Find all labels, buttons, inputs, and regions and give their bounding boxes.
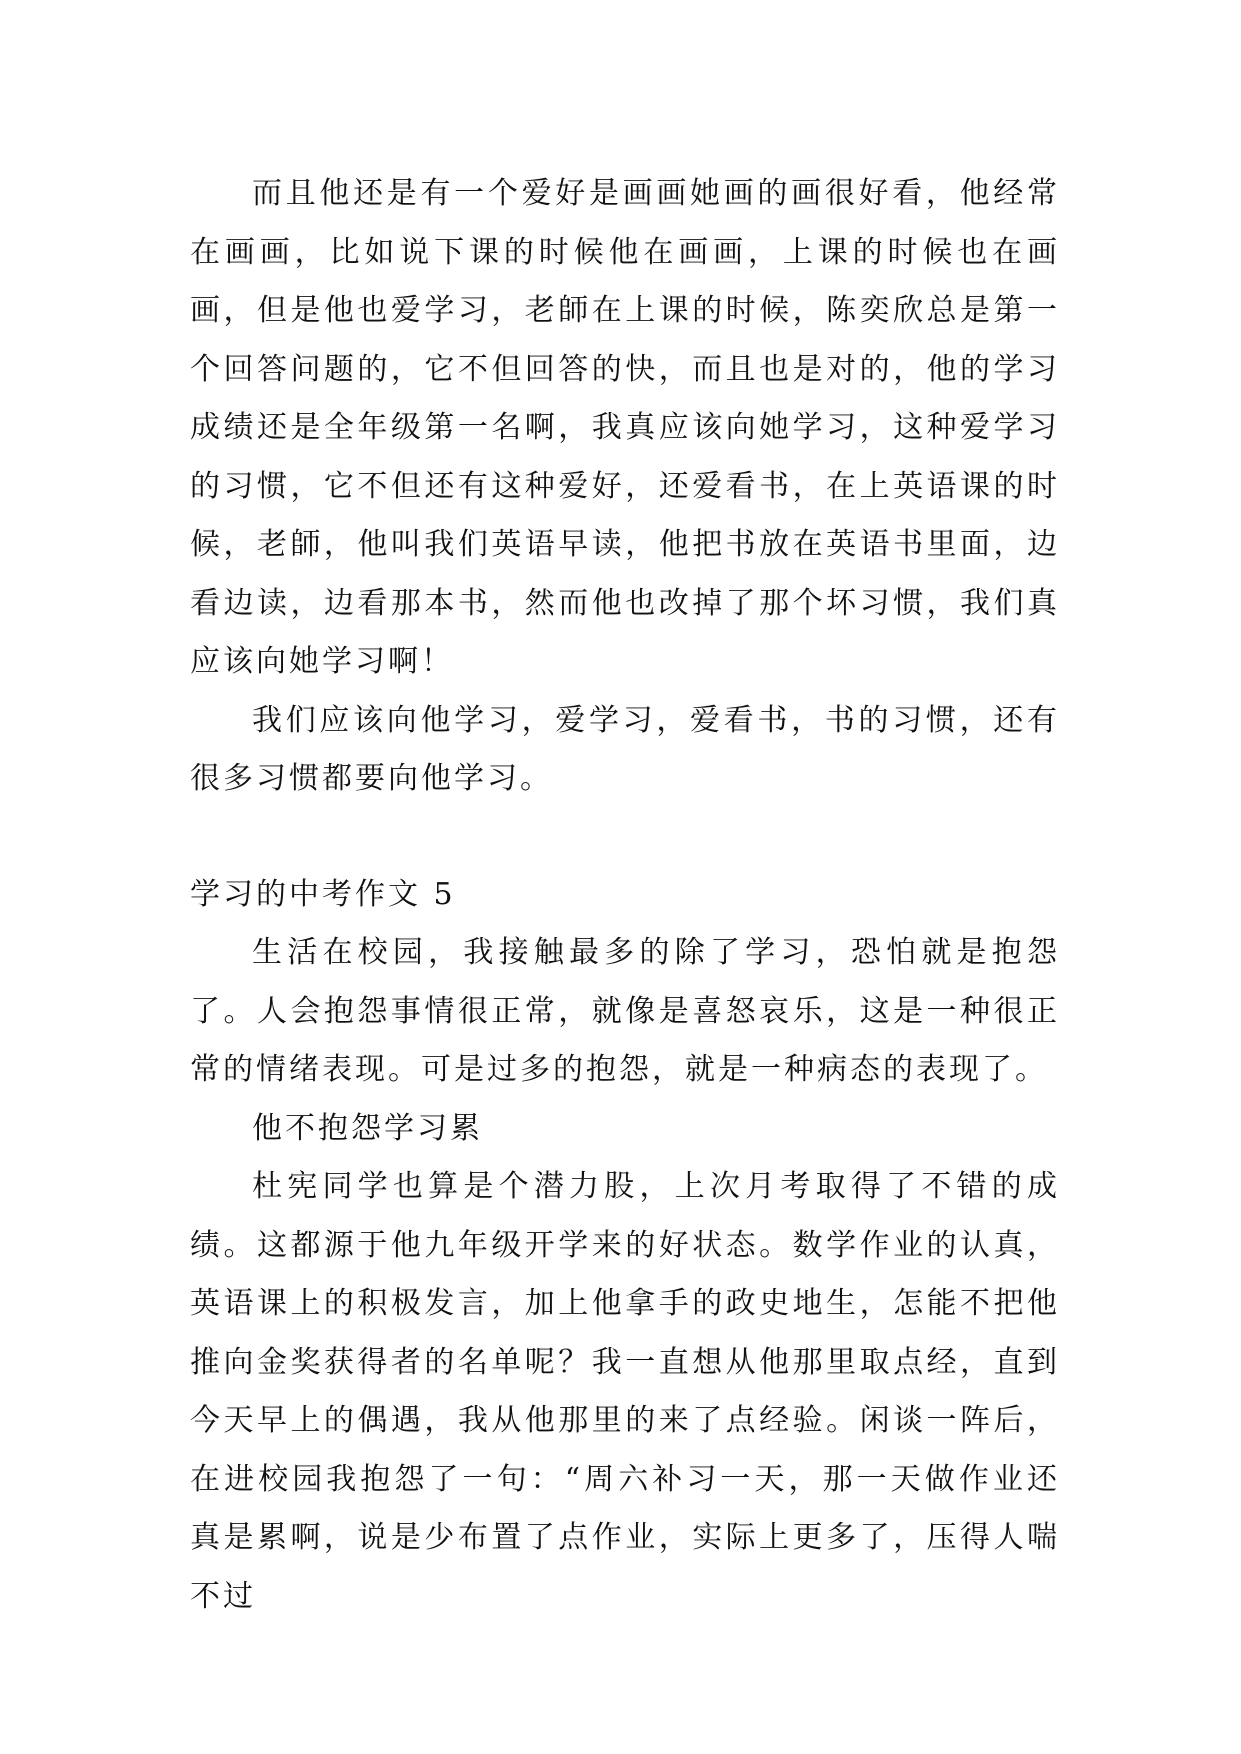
document-body	[190, 165, 1060, 1626]
paragraph-learn-from-him: 我们应该向他学习，爱学习，爱看书，书的习惯，还有很多习惯都要向他学习。	[190, 702, 1060, 796]
paragraph-subheading: 他不抱怨学习累	[252, 1110, 483, 1146]
paragraph-drawing-hobby: 而且他还是有一个爱好是画画她画的画很好看，他经常在画画，比如说下课的时候他在画画，上课的时候也在画画，但是他也爱学习，老師在上课的时候，陈奕欣总是第一个回答问题的，它不但回答的快，而且也是对的，他的学习成绩还是全年级第一名啊，我真应该向她学习，这种爱学习的习惯，它不但还有这种爱好，还爱看书，在上英语课的时候，老師，他叫我们英语早读，他把书放在英语书里面，边看边读，边看那本书，然而他也改掉了那个坏习惯，我们真应该向她学习啊！	[190, 176, 1060, 679]
section-title: 学习的中考作文 5	[190, 876, 456, 912]
paragraph-du-xian: 杜宪同学也算是个潜力股，上次月考取得了不错的成绩。这都源于他九年级开学来的好状态。数学作业的认真，英语课上的积极发言，加上他拿手的政史地生，怎能不把他推向金奖获得者的名单呢？我一直想从他那里取点经，直到今天早上的偶遇，我从他那里的来了点经验。闲谈一阵后，在进校园我抱怨了一句：“周六补习一天，那一天做作业还真是累啊，说是少布置了点作业，实际上更多了，压得人喘不过	[190, 1169, 1060, 1614]
paragraph-campus-complaints: 生活在校园，我接触最多的除了学习，恐怕就是抱怨了。人会抱怨事情很正常，就像是喜怒哀乐，这是一种很正常的情绪表现。可是过多的抱怨，就是一种病态的表现了。	[190, 935, 1060, 1087]
